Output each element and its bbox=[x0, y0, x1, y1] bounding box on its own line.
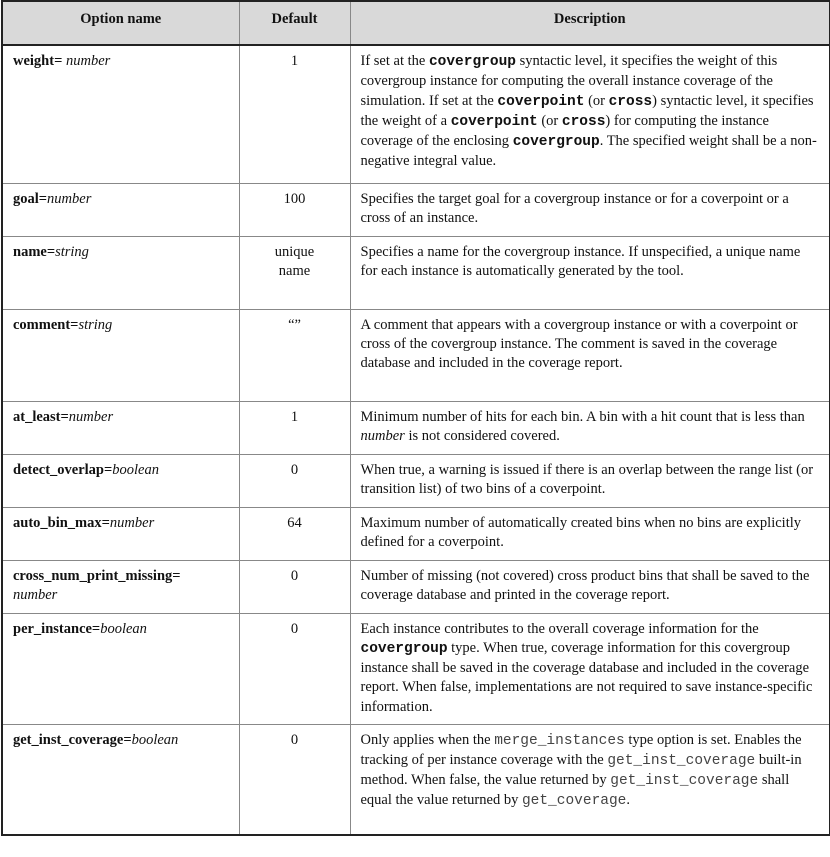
description-cell bbox=[350, 309, 830, 401]
table-row bbox=[2, 45, 830, 183]
code-keyword: covergroup bbox=[360, 640, 448, 657]
description-cell bbox=[350, 724, 830, 835]
default-value: unique name bbox=[239, 236, 350, 309]
default-value: 64 bbox=[239, 507, 350, 560]
option-name-cell bbox=[2, 613, 239, 724]
description-text: Number of missing (not covered) cross product bins that shall be saved to the coverage database and printed in the coverage report. bbox=[360, 567, 810, 603]
option-type: number bbox=[109, 514, 155, 531]
default-value: 0 bbox=[239, 724, 350, 835]
table-row bbox=[2, 309, 830, 401]
table-row bbox=[2, 183, 830, 236]
option-type: string bbox=[78, 316, 113, 333]
description-cell bbox=[350, 401, 830, 454]
table-row bbox=[2, 236, 830, 309]
description-text: Maximum number of automatically created bins when no bins are explicitly defined for a coverpoint. bbox=[360, 514, 802, 550]
option-type: string bbox=[55, 243, 89, 260]
option-name: per_instance= bbox=[13, 620, 101, 637]
description-text: is not considered covered. bbox=[404, 427, 560, 444]
description-text: (or bbox=[537, 112, 562, 129]
option-name-cell bbox=[2, 560, 239, 613]
description-cell bbox=[350, 454, 830, 507]
table-row bbox=[2, 401, 830, 454]
code-keyword: coverpoint bbox=[497, 93, 585, 110]
code-keyword: get_inst_coverage bbox=[607, 752, 756, 769]
header-option-name: Option name bbox=[2, 1, 239, 45]
description-text: When true, a warning is issued if there is an overlap between the range list (or transition list) of two bins of a coverpoint. bbox=[360, 461, 814, 497]
option-type: boolean bbox=[131, 731, 179, 748]
option-name-cell bbox=[2, 454, 239, 507]
header-default: Default bbox=[239, 1, 350, 45]
option-name: goal= bbox=[13, 190, 48, 207]
description-text: ) for computing the instance coverage of the enclosing bbox=[360, 112, 769, 150]
description-text: A comment that appears with a covergroup instance or with a coverpoint or cross of the covergroup instance. The comment is saved in the coverage database and included in the coverage report. bbox=[360, 316, 798, 372]
description-text: type. When true, coverage information for this covergroup instance shall be saved in the coverage database and included in the coverage report. When false, implementations are not required to save instance-specific information. bbox=[360, 639, 813, 715]
default-value: 1 bbox=[239, 45, 350, 183]
code-keyword: merge_instances bbox=[494, 732, 625, 749]
default-value: 0 bbox=[239, 454, 350, 507]
option-name: cross_num_print_missing= bbox=[13, 567, 181, 584]
description-cell bbox=[350, 45, 830, 183]
table-row bbox=[2, 724, 830, 835]
description-text: built-in method. When false, the value returned by bbox=[360, 751, 802, 789]
option-name-cell bbox=[2, 507, 239, 560]
description-text: (or bbox=[584, 92, 609, 109]
header-description: Description bbox=[350, 1, 830, 45]
code-keyword: covergroup bbox=[428, 54, 516, 70]
description-text: . The specified weight shall be a non-negative integral value. bbox=[360, 133, 817, 170]
description-text: Minimum number of hits for each bin. A bin with a hit count that is less than bbox=[360, 408, 805, 425]
default-value: 0 bbox=[239, 613, 350, 724]
description-text: If set at the bbox=[360, 53, 429, 69]
option-name-cell bbox=[2, 401, 239, 454]
description-text: type option is set. Enables the tracking of per instance coverage with the bbox=[360, 731, 802, 768]
options-table bbox=[1, 0, 830, 836]
option-type: boolean bbox=[100, 620, 147, 637]
code-keyword: cross bbox=[561, 113, 606, 130]
option-type: number bbox=[47, 190, 92, 207]
description-text: Each instance contributes to the overall coverage information for the bbox=[360, 620, 759, 637]
option-type: boolean bbox=[112, 461, 159, 478]
option-name: weight= bbox=[13, 53, 63, 69]
default-value: “” bbox=[239, 309, 350, 401]
description-text: . bbox=[626, 792, 630, 809]
option-name-cell bbox=[2, 309, 239, 401]
code-keyword: get_inst_coverage bbox=[610, 773, 759, 790]
table-row bbox=[2, 560, 830, 613]
description-cell bbox=[350, 236, 830, 309]
code-keyword: cross bbox=[608, 93, 653, 110]
option-name: auto_bin_max= bbox=[13, 514, 110, 531]
description-cell bbox=[350, 183, 830, 236]
description-text: Specifies a name for the covergroup instance. If unspecified, a unique name for each instance is automatically generated by the tool. bbox=[360, 243, 801, 279]
option-name: comment= bbox=[13, 316, 79, 333]
description-text: number bbox=[360, 427, 405, 444]
option-name: at_least= bbox=[13, 408, 69, 425]
option-name-cell bbox=[2, 183, 239, 236]
code-keyword: coverpoint bbox=[450, 113, 538, 130]
option-name: get_inst_coverage= bbox=[13, 731, 132, 748]
option-name: name= bbox=[13, 243, 56, 260]
default-value: 100 bbox=[239, 183, 350, 236]
option-name-cell bbox=[2, 236, 239, 309]
option-name: detect_overlap= bbox=[13, 461, 113, 478]
code-keyword: covergroup bbox=[512, 134, 600, 151]
table-row bbox=[2, 613, 830, 724]
option-type: number bbox=[13, 586, 58, 603]
description-cell bbox=[350, 560, 830, 613]
description-text: Specifies the target goal for a covergroup instance or for a coverpoint or a cross of an instance. bbox=[360, 190, 789, 226]
description-cell bbox=[350, 613, 830, 724]
description-cell bbox=[350, 507, 830, 560]
table-row bbox=[2, 454, 830, 507]
description-text: Only applies when the bbox=[360, 731, 495, 748]
option-name-cell bbox=[2, 724, 239, 835]
table-row bbox=[2, 507, 830, 560]
default-value: 1 bbox=[239, 401, 350, 454]
description-text: shall equal the value returned by bbox=[360, 772, 790, 809]
default-value: 0 bbox=[239, 560, 350, 613]
description-text: syntactic level, it specifies the weight of this covergroup instance for computing the overall instance coverage of the simulation. If set at the bbox=[360, 53, 778, 109]
description-text: ) syntactic level, it specifies the weight of a bbox=[360, 92, 814, 129]
header-row bbox=[2, 1, 830, 45]
option-name-cell bbox=[2, 45, 239, 183]
option-type: number bbox=[68, 408, 114, 425]
code-keyword: get_coverage bbox=[521, 793, 627, 810]
option-type: number bbox=[62, 53, 111, 69]
